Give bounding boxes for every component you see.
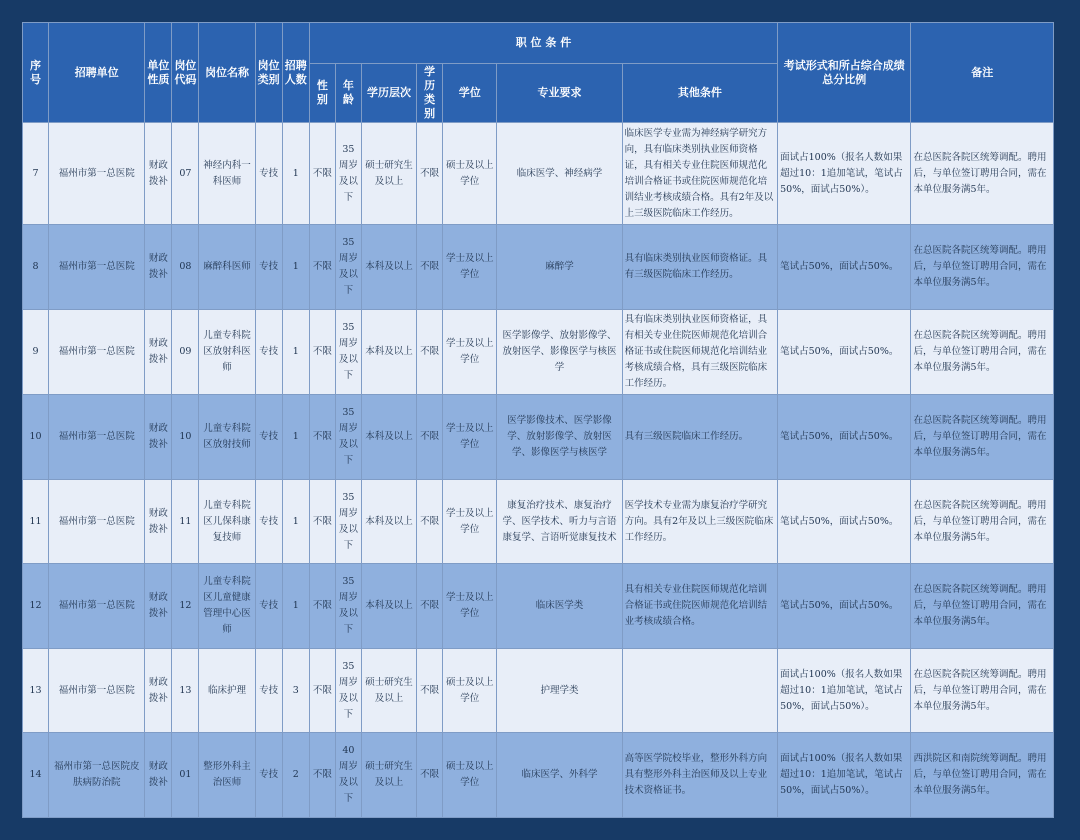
cell-nature: 财政拨补 [145, 648, 172, 733]
cell-other: 具有三级医院临床工作经历。 [622, 395, 777, 480]
cell-major: 临床医学类 [497, 564, 622, 649]
cell-edu: 硕士研究生及以上 [361, 123, 416, 225]
cell-seq: 12 [23, 564, 49, 649]
cell-code: 12 [172, 564, 199, 649]
cell-nature: 财政拨补 [145, 309, 172, 395]
cell-major: 临床医学、神经病学 [497, 123, 622, 225]
cell-post-type: 专技 [255, 648, 282, 733]
cell-degree: 学士及以上学位 [443, 225, 497, 310]
cell-exam: 笔试占50%，面试占50%。 [778, 479, 911, 564]
cell-exam: 笔试占50%，面试占50%。 [778, 564, 911, 649]
cell-unit: 福州市第一总医院 [49, 309, 145, 395]
cell-gender: 不限 [309, 225, 335, 310]
cell-unit: 福州市第一总医院 [49, 395, 145, 480]
cell-seq: 11 [23, 479, 49, 564]
cell-edu: 硕士研究生及以上 [361, 648, 416, 733]
cell-post-name: 儿童专科院区放射科医师 [199, 309, 255, 395]
cell-seq: 13 [23, 648, 49, 733]
col-post-name: 岗位名称 [199, 23, 255, 123]
cell-remark: 在总医院各院区统筹调配。聘用后，与单位签订聘用合同，需在本单位服务满5年。 [911, 648, 1054, 733]
cell-edu: 本科及以上 [361, 309, 416, 395]
cell-code: 11 [172, 479, 199, 564]
cell-edu: 本科及以上 [361, 395, 416, 480]
cell-unit: 福州市第一总医院 [49, 225, 145, 310]
cell-edu: 硕士研究生及以上 [361, 733, 416, 818]
cell-seq: 14 [23, 733, 49, 818]
cell-major: 护理学类 [497, 648, 622, 733]
cell-post-type: 专技 [255, 479, 282, 564]
cell-other [622, 648, 777, 733]
col-unit: 招聘单位 [49, 23, 145, 123]
recruitment-table-frame [22, 22, 1054, 818]
cell-exam: 笔试占50%，面试占50%。 [778, 225, 911, 310]
cell-nature: 财政拨补 [145, 395, 172, 480]
cell-major: 医学影像学、放射影像学、放射医学、影像医学与核医学 [497, 309, 622, 395]
cell-other: 高等医学院校毕业，整形外科方向具有整形外科主治医师及以上专业技术资格证书。 [622, 733, 777, 818]
col-seq: 序号 [23, 23, 49, 123]
table-row [23, 479, 1054, 564]
cell-count: 1 [282, 479, 309, 564]
cell-gender: 不限 [309, 479, 335, 564]
cell-other: 具有临床类别执业医师资格证。具有三级医院临床工作经历。 [622, 225, 777, 310]
cell-edu-type: 不限 [417, 648, 443, 733]
cell-post-type: 专技 [255, 564, 282, 649]
cell-other: 医学技术专业需为康复治疗学研究方向。具有2年及以上三级医院临床工作经历。 [622, 479, 777, 564]
cell-post-name: 儿童专科院区放射技师 [199, 395, 255, 480]
table-row [23, 395, 1054, 480]
cell-gender: 不限 [309, 564, 335, 649]
cell-edu-type: 不限 [417, 479, 443, 564]
cell-degree: 硕士及以上学位 [443, 733, 497, 818]
cell-post-type: 专技 [255, 733, 282, 818]
cell-age: 40周岁及以下 [335, 733, 361, 818]
cell-exam: 面试占100%（报名人数如果超过10：1追加笔试，笔试占50%，面试占50%）。 [778, 648, 911, 733]
cell-edu: 本科及以上 [361, 564, 416, 649]
cell-post-name: 麻醉科医师 [199, 225, 255, 310]
table-row [23, 225, 1054, 310]
cell-degree: 学士及以上学位 [443, 395, 497, 480]
cell-post-name: 整形外科主治医师 [199, 733, 255, 818]
col-count: 招聘人数 [282, 23, 309, 123]
col-remark: 备注 [911, 23, 1054, 123]
cell-nature: 财政拨补 [145, 733, 172, 818]
cell-code: 10 [172, 395, 199, 480]
cell-nature: 财政拨补 [145, 225, 172, 310]
cell-code: 01 [172, 733, 199, 818]
cell-remark: 西洪院区和南院统筹调配。聘用后，与单位签订聘用合同，需在本单位服务满5年。 [911, 733, 1054, 818]
cell-code: 07 [172, 123, 199, 225]
cell-degree: 学士及以上学位 [443, 479, 497, 564]
cell-remark: 在总医院各院区统筹调配。聘用后，与单位签订聘用合同，需在本单位服务满5年。 [911, 479, 1054, 564]
cell-nature: 财政拨补 [145, 479, 172, 564]
cell-count: 1 [282, 564, 309, 649]
cell-exam: 笔试占50%，面试占50%。 [778, 309, 911, 395]
col-conditions-group: 职 位 条 件 [309, 23, 777, 64]
cell-seq: 10 [23, 395, 49, 480]
cell-unit: 福州市第一总医院 [49, 648, 145, 733]
cell-major: 麻醉学 [497, 225, 622, 310]
cell-unit: 福州市第一总医院 [49, 123, 145, 225]
col-post-type: 岗位类别 [255, 23, 282, 123]
cell-other: 临床医学专业需为神经病学研究方向，具有临床类别执业医师资格证，具有相关专业住院医师规范化培训合格证书或住院医师规范化培训结业考核成绩合格。具有2年及以上三级医院临床工作经历。 [622, 123, 777, 225]
cell-count: 1 [282, 309, 309, 395]
cell-unit: 福州市第一总医院 [49, 479, 145, 564]
cell-degree: 学士及以上学位 [443, 309, 497, 395]
cell-post-type: 专技 [255, 123, 282, 225]
table-row [23, 648, 1054, 733]
cell-edu: 本科及以上 [361, 479, 416, 564]
cell-unit: 福州市第一总医院皮肤病防治院 [49, 733, 145, 818]
cell-edu-type: 不限 [417, 123, 443, 225]
cell-remark: 在总医院各院区统筹调配。聘用后，与单位签订聘用合同，需在本单位服务满5年。 [911, 309, 1054, 395]
cell-remark: 在总医院各院区统筹调配。聘用后，与单位签订聘用合同，需在本单位服务满5年。 [911, 564, 1054, 649]
table-body [23, 123, 1054, 818]
table-header [23, 23, 1054, 123]
cell-age: 35周岁及以下 [335, 648, 361, 733]
table-row [23, 123, 1054, 225]
cell-degree: 硕士及以上学位 [443, 123, 497, 225]
col-major: 专业要求 [497, 64, 622, 123]
cell-unit: 福州市第一总医院 [49, 564, 145, 649]
cell-post-name: 儿童专科院区儿保科康复技师 [199, 479, 255, 564]
cell-post-type: 专技 [255, 225, 282, 310]
cell-age: 35周岁及以下 [335, 479, 361, 564]
cell-other: 具有临床类别执业医师资格证，具有相关专业住院医师规范化培训合格证书或住院医师规范化培训结业考核成绩合格，具有三级医院临床工作经历。 [622, 309, 777, 395]
cell-edu-type: 不限 [417, 225, 443, 310]
table-row [23, 564, 1054, 649]
cell-post-type: 专技 [255, 395, 282, 480]
cell-post-name: 临床护理 [199, 648, 255, 733]
cell-major: 医学影像技术、医学影像学、放射影像学、放射医学、影像医学与核医学 [497, 395, 622, 480]
cell-count: 1 [282, 395, 309, 480]
cell-remark: 在总医院各院区统筹调配。聘用后，与单位签订聘用合同，需在本单位服务满5年。 [911, 395, 1054, 480]
cell-nature: 财政拨补 [145, 564, 172, 649]
cell-age: 35周岁及以下 [335, 225, 361, 310]
cell-seq: 9 [23, 309, 49, 395]
header-row-1 [23, 23, 1054, 64]
cell-gender: 不限 [309, 395, 335, 480]
cell-major: 康复治疗技术、康复治疗学、医学技术、听力与言语康复学、言语听觉康复技术 [497, 479, 622, 564]
col-exam: 考试形式和所占综合成绩总分比例 [778, 23, 911, 123]
cell-nature: 财政拨补 [145, 123, 172, 225]
cell-exam: 面试占100%（报名人数如果超过10：1追加笔试，笔试占50%，面试占50%）。 [778, 123, 911, 225]
cell-age: 35周岁及以下 [335, 395, 361, 480]
cell-post-name: 儿童专科院区儿童健康管理中心医师 [199, 564, 255, 649]
cell-seq: 7 [23, 123, 49, 225]
cell-count: 3 [282, 648, 309, 733]
cell-exam: 面试占100%（报名人数如果超过10：1追加笔试，笔试占50%，面试占50%）。 [778, 733, 911, 818]
cell-edu-type: 不限 [417, 309, 443, 395]
col-edu-type: 学历类别 [417, 64, 443, 123]
col-degree: 学位 [443, 64, 497, 123]
cell-count: 1 [282, 225, 309, 310]
cell-degree: 学士及以上学位 [443, 564, 497, 649]
cell-post-type: 专技 [255, 309, 282, 395]
cell-count: 1 [282, 123, 309, 225]
cell-edu-type: 不限 [417, 733, 443, 818]
table-row [23, 733, 1054, 818]
cell-code: 08 [172, 225, 199, 310]
cell-other: 具有相关专业住院医师规范化培训合格证书或住院医师规范化培训结业考核成绩合格。 [622, 564, 777, 649]
table-row [23, 309, 1054, 395]
cell-gender: 不限 [309, 123, 335, 225]
cell-age: 35周岁及以下 [335, 123, 361, 225]
cell-age: 35周岁及以下 [335, 309, 361, 395]
recruitment-table [22, 22, 1054, 818]
cell-remark: 在总医院各院区统筹调配。聘用后，与单位签订聘用合同，需在本单位服务满5年。 [911, 225, 1054, 310]
cell-gender: 不限 [309, 648, 335, 733]
col-gender: 性别 [309, 64, 335, 123]
col-unit-nature: 单位性质 [145, 23, 172, 123]
cell-gender: 不限 [309, 733, 335, 818]
cell-code: 09 [172, 309, 199, 395]
cell-seq: 8 [23, 225, 49, 310]
cell-edu-type: 不限 [417, 564, 443, 649]
col-other: 其他条件 [622, 64, 777, 123]
cell-major: 临床医学、外科学 [497, 733, 622, 818]
col-edu: 学历层次 [361, 64, 416, 123]
cell-post-name: 神经内科一科医师 [199, 123, 255, 225]
cell-gender: 不限 [309, 309, 335, 395]
cell-degree: 硕士及以上学位 [443, 648, 497, 733]
cell-age: 35周岁及以下 [335, 564, 361, 649]
cell-exam: 笔试占50%，面试占50%。 [778, 395, 911, 480]
cell-edu: 本科及以上 [361, 225, 416, 310]
cell-code: 13 [172, 648, 199, 733]
cell-edu-type: 不限 [417, 395, 443, 480]
cell-count: 2 [282, 733, 309, 818]
col-post-code: 岗位代码 [172, 23, 199, 123]
cell-remark: 在总医院各院区统筹调配。聘用后，与单位签订聘用合同，需在本单位服务满5年。 [911, 123, 1054, 225]
col-age: 年龄 [335, 64, 361, 123]
